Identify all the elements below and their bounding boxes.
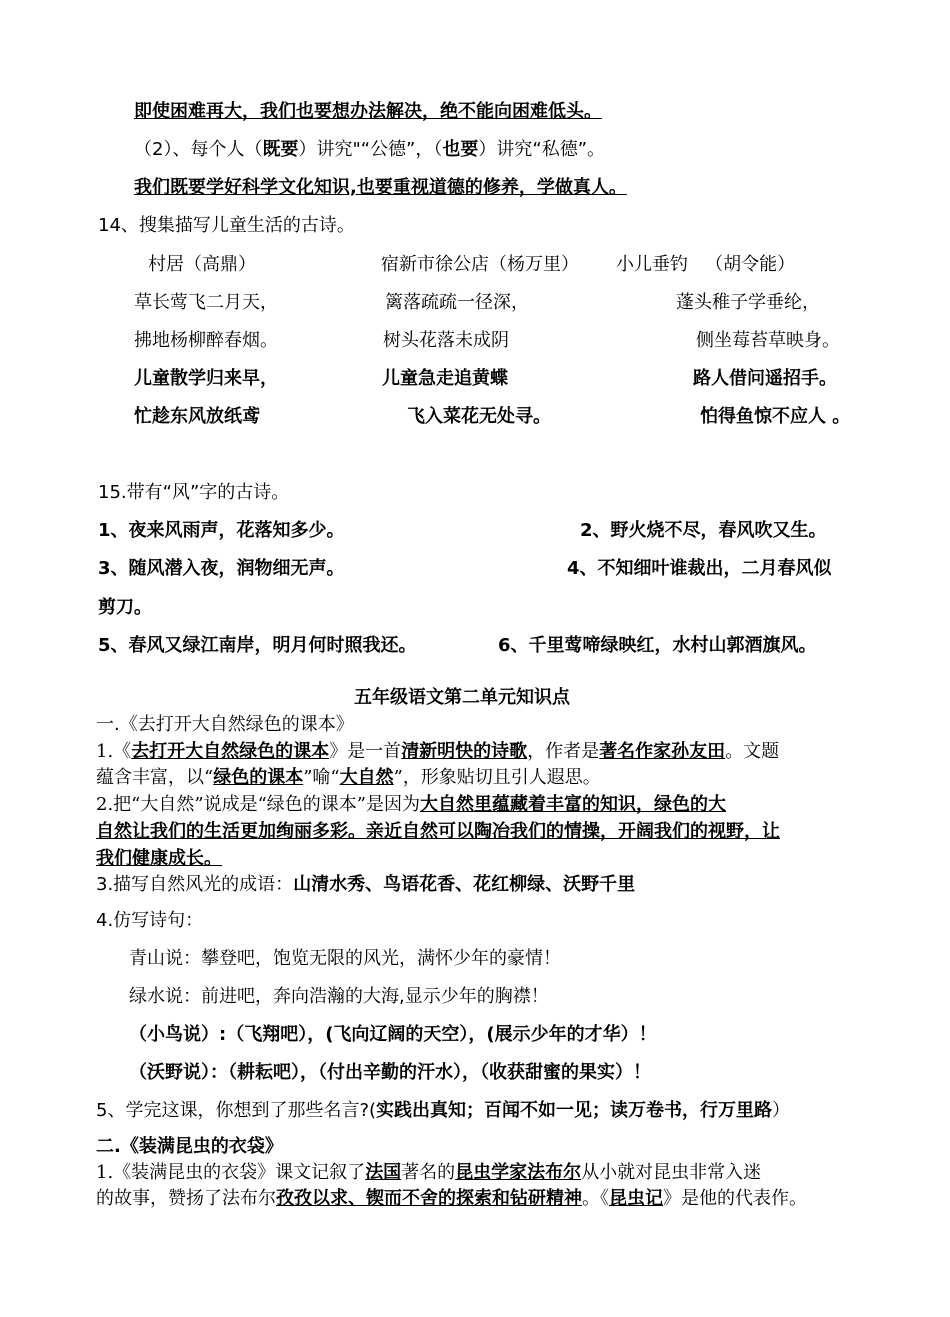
- s2p1-j: 》是他的代表作。: [663, 1188, 807, 1209]
- s2p1-book: 昆虫记: [609, 1188, 663, 1209]
- section2-para1-line1: [96, 1164, 761, 1182]
- section2-title: 二.《装满昆虫的衣袋》: [96, 1136, 283, 1157]
- q2-answer-2: 也要: [442, 139, 479, 160]
- q2-text-c: ）讲究"“公德”，（: [298, 139, 443, 160]
- q15-item-1: 1、夜来风雨声，花落知多少。: [98, 520, 345, 541]
- poem1-line3: 儿童散学归来早，: [134, 368, 278, 389]
- poem3-line3: 路人借问遥招手。: [693, 368, 837, 389]
- section1-para2-line1: [96, 796, 726, 814]
- s1p1-g: 。文题: [725, 741, 780, 762]
- section1-para3: [96, 876, 635, 894]
- q2-text-e: ）讲究“私德”。: [478, 139, 606, 160]
- poem1-line1: 草长莺飞二月天，: [134, 292, 278, 313]
- s2p1-c: 著名的: [401, 1162, 456, 1183]
- section1-para1-line1: [96, 743, 779, 761]
- s2p1-fabre: 昆虫学家法布尔: [455, 1162, 582, 1183]
- s1p1-author: 著名作家孙友田: [599, 741, 726, 762]
- poem3-line1: 蓬头稚子学垂纶，: [676, 292, 820, 313]
- s1p1-a: 1.《: [96, 741, 132, 762]
- s2p1-spirit: 孜孜以求、锲而不舍的探索和钻研精神: [276, 1188, 582, 1209]
- s2p1-f: 的故事，赞扬了法布尔: [96, 1188, 276, 1209]
- s1p2-b: 大自然里蕴藏着丰富的知识，绿色的大: [419, 794, 726, 815]
- poem2-line3: 儿童急走追黄蝶: [382, 368, 508, 389]
- imitation-verse-2: （沃野说）：（耕耘吧），（付出辛勤的汗水），（收获甜蜜的果实）！: [129, 1062, 651, 1083]
- section1-para2-line3: 我们健康成长。: [96, 848, 222, 869]
- poem1-line4: 忙趁东风放纸鸢: [134, 406, 260, 427]
- s1p1-green-book: 绿色的课本: [213, 767, 304, 788]
- s1p3-a: 3.描写自然风光的成语：: [96, 874, 294, 895]
- poem1-title: 村居（高鼎）: [148, 254, 256, 275]
- q15-item-3: 3、随风潜入夜，润物细无声。: [98, 558, 345, 579]
- section1-para4-title: 4.仿写诗句：: [96, 910, 204, 931]
- q15-item-5: 5、春风又绿江南岸，明月何时照我还。: [98, 635, 417, 656]
- poem3-line4: 怕得鱼惊不应人 。: [700, 406, 851, 427]
- section1-para5: [96, 1102, 790, 1120]
- s1p1-j: ”喻“: [303, 767, 340, 788]
- model-verse-1: 青山说：攀登吧，饱览无限的风光，满怀少年的豪情！: [129, 948, 561, 969]
- q15-item-4-cont: 剪刀。: [98, 597, 152, 618]
- question-line-2: [134, 141, 605, 159]
- q15-item-2: 2、野火烧不尽，春风吹又生。: [580, 520, 827, 541]
- s2p1-a: 1.《装满昆虫的衣袋》课文记叙了: [96, 1162, 366, 1183]
- s1p1-l: ”，形象贴切且引人遐思。: [393, 767, 601, 788]
- answer-line-3: 我们既要学好科学文化知识,也要重视道德的修养，学做真人。: [134, 177, 627, 198]
- s1p1-title: 去打开大自然绿色的课本: [131, 741, 330, 762]
- s1p1-e: ，作者是: [527, 741, 600, 762]
- q2-text-a: （2）、每个人（: [134, 139, 263, 160]
- poem1-line2: 拂地杨柳醉春烟。: [134, 330, 278, 351]
- s2p1-france: 法国: [365, 1162, 402, 1183]
- s1p1-genre: 清新明快的诗歌: [401, 741, 528, 762]
- section2-para1-line2: [96, 1190, 807, 1208]
- s2p1-e: 从小就对昆虫非常入迷: [581, 1162, 762, 1183]
- s2p1-h: 。《: [582, 1188, 609, 1209]
- imitation-verse-1: （小鸟说）:（飞翔吧），(飞向辽阔的天空），(展示少年的才华）！: [129, 1024, 657, 1045]
- unit2-heading: 五年级语文第二单元知识点: [354, 687, 570, 708]
- section1-para2-line2: 自然让我们的生活更加绚丽多彩。亲近自然可以陶冶我们的情操，开阔我们的视野，让: [96, 821, 780, 842]
- model-verse-2: 绿水说：前进吧，奔向浩瀚的大海,显示少年的胸襟！: [129, 986, 549, 1007]
- s1p3-idioms: 山清水秀、鸟语花香、花红柳绿、沃野千里: [293, 874, 636, 895]
- q2-answer-1: 既要: [262, 139, 299, 160]
- poem2-line1: 篱落疏疏一径深，: [385, 292, 529, 313]
- poem2-line2: 树头花落未成阴: [383, 330, 509, 351]
- poem2-title: 宿新市徐公店（杨万里）: [381, 254, 579, 275]
- poem3-title: 小儿垂钓 （胡令能）: [616, 254, 796, 275]
- poem2-line4: 飞入菜花无处寻。: [407, 406, 551, 427]
- section1-title: 一.《去打开大自然绿色的课本》: [96, 714, 354, 735]
- q15-item-4: 4、不知细叶谁裁出，二月春风似: [567, 558, 832, 579]
- answer-line-1: 即使困难再大，我们也要想办法解决，绝不能向困难低头。: [134, 101, 602, 122]
- s1p1-h: 蕴含丰富，以“: [96, 767, 214, 788]
- section1-para1-line2: [96, 769, 601, 787]
- s1p1-c: 》是一首: [329, 741, 402, 762]
- s1p1-nature: 大自然: [339, 767, 394, 788]
- s1p5-quotes: 实践出真知；百闻不如一见；读万卷书，行万里路: [376, 1100, 773, 1121]
- s1p5-c: ）: [772, 1100, 791, 1121]
- poem3-line2: 侧坐莓苔草映身。: [696, 330, 840, 351]
- s1p5-a: 5、学完这课，你想到了那些名言?(: [96, 1100, 377, 1121]
- q15-item-6: 6、千里莺啼绿映红，水村山郭酒旗风。: [498, 635, 817, 656]
- q14-title: 14、搜集描写儿童生活的古诗。: [98, 215, 355, 236]
- q15-title: 15.带有“风”字的古诗。: [98, 482, 290, 503]
- s1p2-a: 2.把“大自然”说成是“绿色的课本”是因为: [96, 794, 420, 815]
